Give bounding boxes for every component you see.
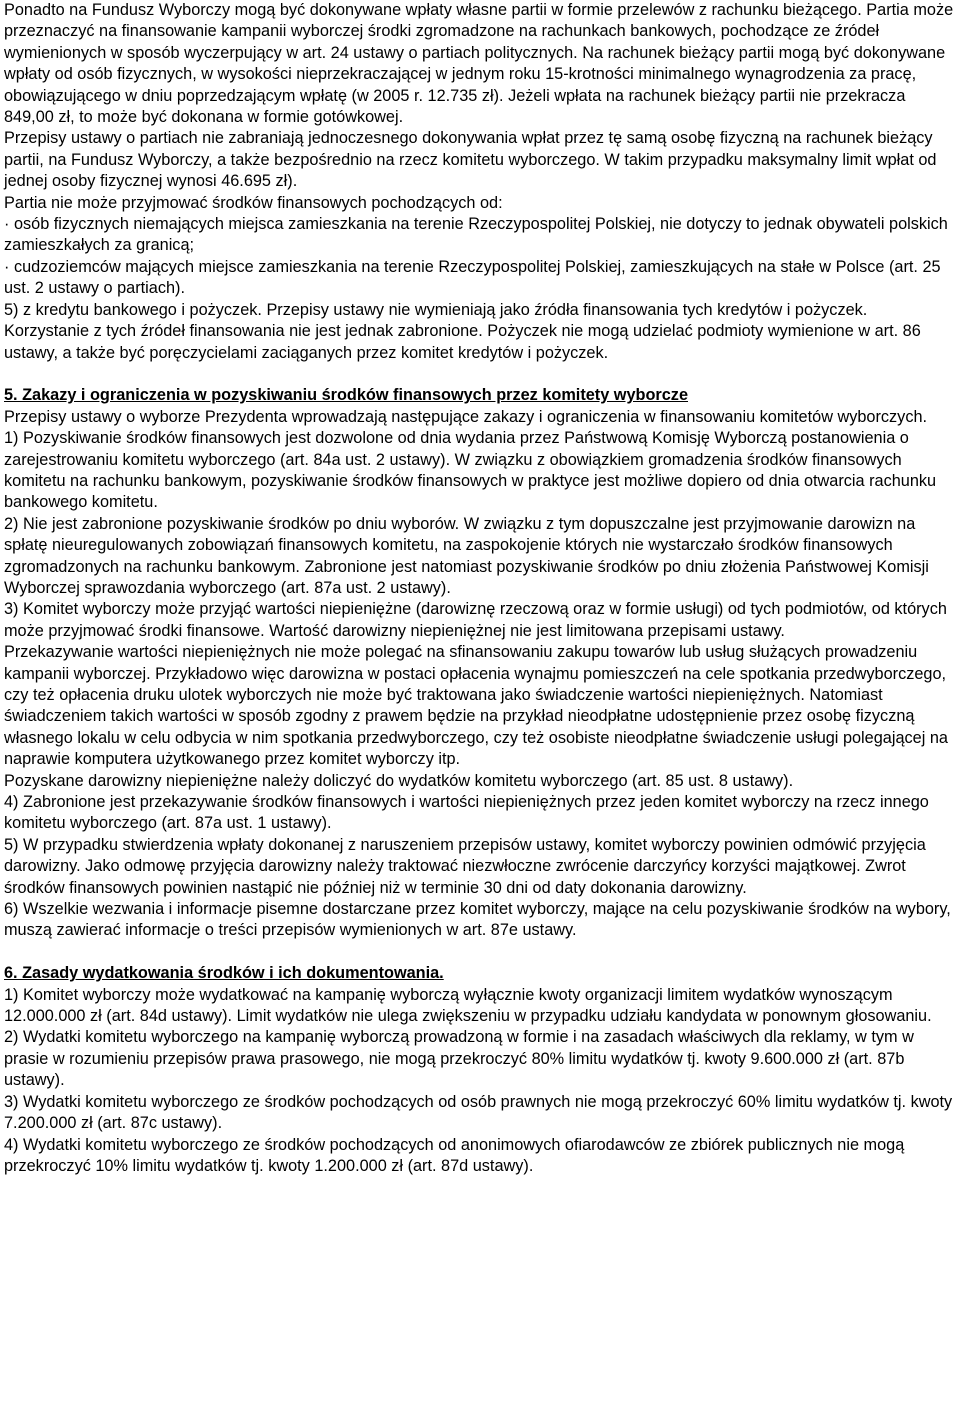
paragraph-darowizny-doliczyc: Pozyskane darowizny niepieniężne należy doliczyć do wydatków komitetu wyborczego (art. 85 ust. 8 ustawy). xyxy=(4,771,794,790)
section-spacer xyxy=(4,942,955,963)
paragraph-przepisy-partie: Przepisy ustawy o partiach nie zabraniają jednoczesnego dokonywania wpłat przez tę samą osobę fizyczną na rachunek bieżący partii, na Fundusz Wyborczy, a także bezpośrednio na rzecz komitetu wyborczego. W takim przypadku maksymalny limit wpłat od jednej osoby fizycznej wynosi 46.695 zł). xyxy=(4,129,937,191)
paragraph-wydatki-3: 3) Wydatki komitetu wyborczego ze środków pochodzących od osób prawnych nie mogą przekroczyć 60% limitu wydatków tj. kwoty 7.200.000 zł (art. 87c ustawy). xyxy=(4,1092,953,1133)
section-heading-wydatkowanie: 6. Zasady wydatkowania środków i ich dokumentowania. xyxy=(4,964,444,983)
paragraph-zakaz-3: 3) Komitet wyborczy może przyjąć wartości niepieniężne (darowiznę rzeczową oraz w formie usługi) od tych podmiotów, od których może przyjmować środki finansowe. Wartość darowizny niepieniężnej nie jest limitowana przepisami ustawy. xyxy=(4,600,947,640)
paragraph-zakaz-5: 5) W przypadku stwierdzenia wpłaty dokonanej z naruszeniem przepisów ustawy, komitet wyborczy powinien odmówić przyjęcia darowizny. Jako odmowę przyjęcia darowizny należy traktować niezwłoczne zwrócenie darczyńcy korzyści majątkowej. Zwrot środków finansowych powinien nastąpić nie później niż w terminie 30 dni od daty dokonania darowizny. xyxy=(4,835,926,897)
paragraph-zakaz-1: 1) Pozyskiwanie środków finansowych jest dozwolone od dnia wydania przez Państwową Komisję Wyborczą postanowienia o zarejestrowaniu komitetu wyborczego (art. 84a ust. 2 ustawy). W związku z obowiązkiem gromadzenia środków finansowych komitetu na rachunku bankowym, pozyskiwanie środków finansowych w praktyce jest możliwe dopiero od dnia otwarcia rachunku bankowego komitetu. xyxy=(4,429,937,512)
paragraph-wydatki-1: 1) Komitet wyborczy może wydatkować na kampanię wyborczą wyłącznie kwoty organizacji limitem wydatków wynoszącym 12.000.000 zł (art. 84d ustawy). Limit wydatków nie ulega zwiększeniu w przypadku udziału kandydata w ponownym głosowaniu. xyxy=(4,985,932,1026)
paragraph-wartosci-niepieniezne: Przekazywanie wartości niepieniężnych nie może polegać na sfinansowaniu zakupu towarów lub usług służących prowadzeniu kampanii wyborczej. Przykładowo więc darowizna w postaci opłacenia wynajmu pomieszczeń na cele spotkania przedwyborczego, czy też opłacenia druku ulotek wyborczych nie może być traktowana jako świadczenie wartości niepieniężnych. Natomiast świadczeniem takich wartości w sposób zgodny z prawem będzie na przykład nieodpłatne udostępnienie przez osobę fizyczną własnego lokalu w celu odbycia w nim spotkania przedwyborczego, czy też osobiste nieodpłatne świadczenie usługi polegającej na naprawie komputera użytkowanego przez komitet wyborczy itp. xyxy=(4,643,948,769)
paragraph-wydatki-4: 4) Wydatki komitetu wyborczego ze środków pochodzących od anonimowych ofiarodawców ze zbiórek publicznych nie mogą przekroczyć 10% limitu wydatków tj. kwoty 1.200.000 zł (art. 87d ustawy). xyxy=(4,1135,905,1175)
paragraph-zakaz-6: 6) Wszelkie wezwania i informacje pisemne dostarczane przez komitet wyborczy, mające na celu pozyskiwanie środków na wybory, muszą zawierać informacje o treści przepisów wymienionych w art. 87e ustawy. xyxy=(4,900,951,940)
paragraph-zakaz-4: 4) Zabronione jest przekazywanie środków finansowych i wartości niepieniężnych przez jeden komitet wyborczy na rzecz innego komitetu wyborczego (art. 87a ust. 1 ustawy). xyxy=(4,793,929,833)
list-item-osoby-fizyczne: · osób fizycznych niemających miejsca zamieszkania na terenie Rzeczypospolitej Polskiej, nie dotyczy to jednak obywateli polskich zamieszkałych za granicą; xyxy=(4,215,948,255)
paragraph-kredyt-bankowy: 5) z kredytu bankowego i pożyczek. Przepisy ustawy nie wymieniają jako źródła finansowania tych kredytów i pożyczek. Korzystanie z tych źródeł finansowania nie jest jednak zabronione. Pożyczek nie mogą udzielać podmioty wymienione w art. 86 ustawy, a także być poręczycielami zaciąganych przez komitet kredytów i pożyczek. xyxy=(4,300,921,362)
section-heading-zakazy: 5. Zakazy i ograniczenia w pozyskiwaniu środków finansowych przez komitety wyborcze xyxy=(4,386,689,405)
paragraph-partia-nie-moze: Partia nie może przyjmować środków finansowych pochodzących od: xyxy=(4,193,503,212)
paragraph-fundusz-wplaty: Ponadto na Fundusz Wyborczy mogą być dokonywane wpłaty własne partii w formie przelewów z rachunku bieżącego. Partia może przeznaczyć na finansowanie kampanii wyborczej środki zgromadzone na rachunkach bankowych, pochodzące ze źródeł wymienionych w sposób wyczerpujący w art. 24 ustawy o partiach politycznych. Na rachunek bieżący partii mogą być dokonywane wpłaty od osób fizycznych, w wysokości nieprzekraczającej w jednym roku 15-krotności minimalnego wynagrodzenia za pracę, obowiązującego w dniu poprzedzającym wpłatę (w 2005 r. 12.735 zł). Jeżeli wpłata na rachunek bieżący partii nie przekracza 849,00 zł, to może być dokonana w formie gotówkowej. xyxy=(4,1,954,127)
paragraph-zakaz-2: 2) Nie jest zabronione pozyskiwanie środków po dniu wyborów. W związku z tym dopuszczalne jest przyjmowanie darowizn na spłatę nieuregulowanych zobowiązań finansowych komitetu, na zaspokojenie których nie wystarczało środków finansowych zgromadzonych na rachunku bankowym. Zabronione jest natomiast pozyskiwanie środków po dniu złożenia Państwowej Komisji Wyborczej sprawozdania wyborczego (art. 87a ust. 2 ustawy). xyxy=(4,514,929,597)
section-spacer xyxy=(4,364,955,385)
paragraph-zakazy-intro: Przepisy ustawy o wyborze Prezydenta wprowadzają następujące zakazy i ograniczenia w finansowaniu komitetów wyborczych. xyxy=(4,407,928,426)
list-item-cudzoziemcy: · cudzoziemców mających miejsce zamieszkania na terenie Rzeczypospolitej Polskiej, zamieszkujących na stałe w Polsce (art. 25 ust. 2 ustawy o partiach). xyxy=(4,257,941,298)
paragraph-wydatki-2: 2) Wydatki komitetu wyborczego na kampanię wyborczą prowadzoną w formie i na zasadach właściwych dla reklamy, w tym w prasie w rozumieniu przepisów prawa prasowego, nie mogą przekroczyć 80% limitu wydatków tj. kwoty 9.600.000 zł (art. 87b ustawy). xyxy=(4,1028,914,1090)
